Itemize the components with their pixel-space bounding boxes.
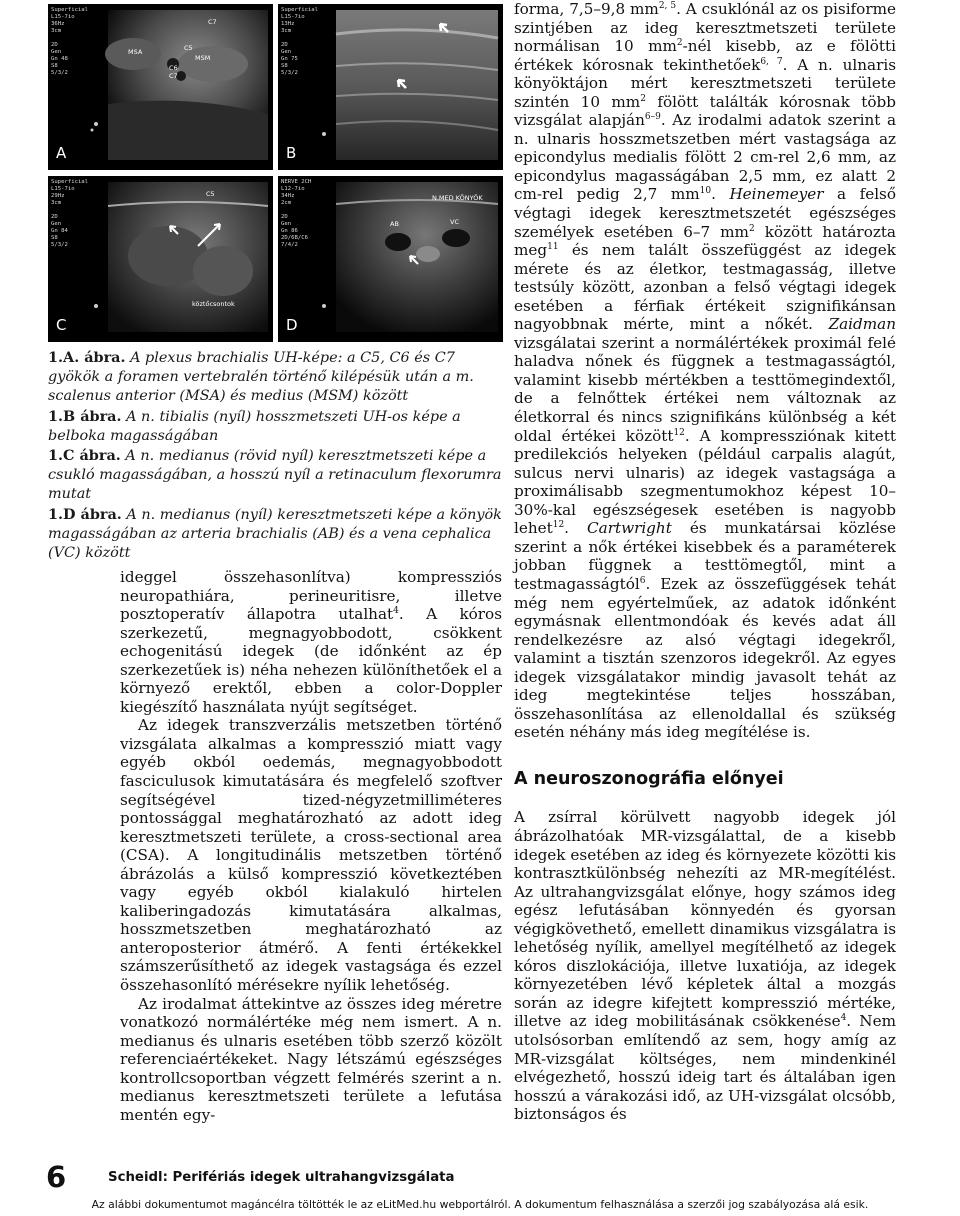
citation-ref: 10 [699, 186, 712, 197]
caption-a-label: 1.A. ábra. [48, 349, 126, 366]
section-heading: A neuroszonográfia előnyei [514, 768, 784, 789]
label-koztocsontok: köztőcsontok [192, 300, 235, 308]
text-run: . [564, 519, 588, 538]
citation-ref: 11 [547, 242, 559, 253]
scan-parameters: Superficial L15-7io 13Hz 3cm 2D Gen Gn 75 S8 5/3/2 [281, 7, 319, 76]
citation-ref: 6 [639, 575, 646, 586]
scan-parameters: NERVE 2CH L12-7io 34Hz 2cm 2D Gen Gn 86 2D/6B/C6 7/4/2 [281, 179, 312, 248]
caption-c-label: 1.C ábra. [48, 447, 121, 465]
caption-b-text: A n. tibialis (nyíl) hosszmetszeti UH-os képe a belboka magasságában [48, 408, 461, 444]
ultrasound-panel-c [48, 176, 273, 342]
text-run: . A kóros szerkezetű, megnagyobbodott, csökkent echogenitású idegek (de időnként az ép szerkezetűek is) néha nehezen különíthetőek el a környező erektől, ebben a color-Doppler kiegészítő használata nyújt segítséget. [120, 605, 502, 716]
label-c5: C5 [184, 44, 193, 52]
caption-c-text: A n. medianus (rövid nyíl) keresztmetszeti képe a csukló magasságában, a hosszú nyíl a retinaculum flexorumra mutat [48, 448, 502, 503]
panel-letter: B [286, 144, 297, 162]
text-run: . [711, 185, 730, 204]
text-run: és munkatársai közlése szerint a nők értékei kisebbek és a paraméterek jobban függnek a testtömegtől, mint a testmagasságtól [514, 519, 896, 593]
ultrasound-figure [48, 4, 506, 344]
caption-d-label: 1.D ábra. [48, 505, 122, 523]
text-run: A zsírral körülvett nagyobb idegek jól ábrázolhatóak MR-vizsgálattal, de a kisebb idegek esetében az ideg és környezete közötti kis kontrasztkülönbség nehezíti az MR-megítélést. Az ultrahangvizsgálat előnye, hogy számos ideg egész lefutásában könnyedén és gyorsan végigkövethető, emellett dinamikus vizsgálatra is lehetőség nyílik, amellyel megítélhető az idegek kóros diszlokációja, illetve luxatiója, az idegek környezetében lévő képletek által a mozgás során az idegre kifejtett kompresszió mértéke, illetve az ideg mobilitásának csökkenése [514, 808, 896, 1031]
running-title: Scheidl: Perifériás idegek ultrahangvizsgálata [108, 1170, 455, 1185]
citation-ref: 2, 5 [658, 0, 677, 11]
ultrasound-panel-b [278, 4, 503, 170]
ultrasound-panel-a [48, 4, 273, 170]
superscript: 2 [676, 38, 683, 49]
text-run: fölött találták kórosnak több vizsgálat alapján [514, 92, 896, 130]
author-name: Zaidman [828, 315, 896, 334]
text-run: . Az irodalmi adatok szerint a n. ulnaris hosszmetszetben mért vastagsága az epicondylus medialis fölött 2 cm-rel 2,6 mm, az epicondylus magasságában 2,5 mm, ez alatt 2 cm-rel pedig 2,7 mm [514, 111, 896, 204]
label-ab: AB [390, 220, 399, 228]
text-run: . A kompressziónak kitett predilekciós helyeken (például carpalis alagút, sulcus nervi ulnaris) az idegek vastagsága a proximálisabb szegmentumokhoz képest 10–30%-kal egészségesek esetében is nagyobb lehet [514, 426, 896, 538]
caption-b [48, 407, 504, 446]
label-msa: MSA [128, 48, 143, 56]
text-run: között határozta meg [514, 222, 896, 260]
caption-b-label: 1.B ábra. [48, 407, 122, 425]
citation-ref: 6, 7 [760, 56, 783, 67]
citation-ref: 4 [840, 1013, 847, 1024]
page-number: 6 [46, 1160, 67, 1194]
superscript: 2 [748, 223, 755, 234]
label-c7: C7 [169, 72, 178, 80]
panel-letter: D [286, 316, 298, 334]
citation-ref: 6–9 [644, 112, 661, 123]
scan-parameters: Superficial L15-7io 36Hz 3cm 2D Gen Gn 48 S8 5/3/2 [51, 7, 89, 76]
author-name: Cartwright [587, 519, 672, 538]
text-run: a felső végtagi idegek keresztmetszetét egészséges személyek esetében 6–7 mm [514, 185, 896, 241]
caption-a [48, 348, 504, 407]
text-run: és nem talált összefüggést az idegek mérete és az életkor, testmagasság, illetve testsúly között, azonban a felső végtagi idegek esetében a férfiak értékeit szignifikánsan nagyobbnak mérte, mint a nőkét. [514, 241, 896, 334]
paragraph [514, 808, 896, 1123]
label-nmed-konyok: N.MED KÖNYÖK [432, 194, 483, 202]
label-c6: C6 [169, 64, 178, 72]
text-run: . Nem utolsósorban említendő az sem, hogy amíg az MR-vizsgálat költséges, nem mindenkinél elvégezhető, hosszú ideig tart és általában igen hosszú a várakozási idő, az UH-vizsgálat olcsóbb, biztonságos és [514, 1012, 896, 1124]
paragraph: Az irodalmat áttekintve az összes ideg méretre vonatkozó normálértéke még nem ismert. A n. medianus és ulnaris esetében több szerző közölt referenciaértékeket. Nagy létszámú egészséges kontrollcsoportban végzett felmérés szerint a n. medianus keresztmetszeti területe a lefutása mentén egy- [120, 994, 502, 1124]
caption-d [48, 505, 504, 564]
author-name: Heinemeyer [729, 185, 824, 204]
caption-c [48, 446, 504, 505]
citation-ref: 12 [552, 520, 565, 531]
text-run: . A csuklónál az os pisiforme szintjében az ideg keresztmetszeti területe normálisan 10 mm [514, 0, 896, 56]
text-run: . A n. ulnaris könyöktájon mért keresztmetszeti területe szintén 10 mm [514, 55, 896, 111]
text-run: ideggel összehasonlítva) kompressziós neuropathiára, perineuritisre, illetve posztoperatív állapotra utalhat [120, 568, 502, 624]
ultrasound-panel-d [278, 176, 503, 342]
body-column-right [514, 0, 896, 1124]
body-column-middle [120, 568, 502, 1124]
label-msm: MSM [195, 54, 211, 62]
caption-a-text: A plexus brachialis UH-képe: a C5, C6 és C7 gyökök a foramen vertebralén történő kilépésük után a m. scalenus anterior (MSA) és medius (MSM) között [48, 350, 474, 405]
paragraph [514, 0, 896, 742]
scan-parameters: Superficial L15-7io 29Hz 3cm 2D Gen Gn 84 S8 5/3/2 [51, 179, 89, 248]
paragraph [120, 568, 502, 716]
label-vc: VC [450, 218, 459, 226]
download-notice: Az alábbi dokumentumot magáncélra töltötték le az eLitMed.hu webportálról. A dokumentum felhasználása a szerzői jog szabályozása alá esik. [91, 1198, 869, 1211]
panel-letter: C [56, 316, 67, 334]
caption-d-text: A n. medianus (nyíl) keresztmetszeti képe a könyök magasságában az arteria brachialis (AB) és a vena cephalica (VC) között [48, 506, 502, 562]
paragraph: Az idegek transzverzális metszetben történő vizsgálata alkalmas a kompresszió miatt vagy egyéb okból oedemás, megnagyobbodott fasciculusok kimutatására és megfelelő szoftver segítségével tized-négyzetmilliméteres pontossággal meghatározható az adott ideg keresztmetszeti területe, a cross-sectional area (CSA). A longitudinális metszetben történő ábrázolás a külső kompresszió következtében vagy egyéb okból kialakuló hirtelen kaliberingadozás kimutatására alkalmas, hosszmetszetben meghatározható az anteroposterior átmérő. A fenti értékekkel számszerűsíthető az idegek vastagsága és ezzel összehasonlító mérésekre nyílik lehetőség. [120, 716, 502, 995]
panel-letter: A [56, 144, 67, 162]
text-run: . Ezek az összefüggések tehát még nem egyértelműek, az adatok időnként egymásnak ellentmondóak és kevés adat áll rendelkezésre az alsó végtagi idegekről, valamint a tisztán szenzoros idegekről. Az egyes idegek vizsgálatakor mindig javasolt tehát az ideg megtekintése teljes hosszában, összehasonlítása az ellenoldallal és szükség esetén néhány más ideg megítélése is. [514, 574, 896, 742]
figure-caption [48, 348, 504, 563]
label-c5: C5 [206, 190, 215, 198]
text-run: vizsgálatai szerint a normálértékek proximál felé haladva nőnek és függnek a testmagasságtól, valamint kisebb mértékben a testtömegindextől, de a felnőttek értékei nem változnak az életkorral és nincs szignifikáns különbség a két oldal értékei között [514, 333, 896, 445]
citation-ref: 4 [393, 606, 399, 617]
citation-ref: 12 [673, 427, 685, 438]
text-run: forma, 7,5–9,8 mm [514, 0, 659, 18]
label-c7-top: C7 [208, 18, 217, 26]
text-run: -nél kisebb, az e fölötti értékek kórosnak tekinthetőek [514, 37, 896, 74]
superscript: 2 [640, 93, 646, 104]
